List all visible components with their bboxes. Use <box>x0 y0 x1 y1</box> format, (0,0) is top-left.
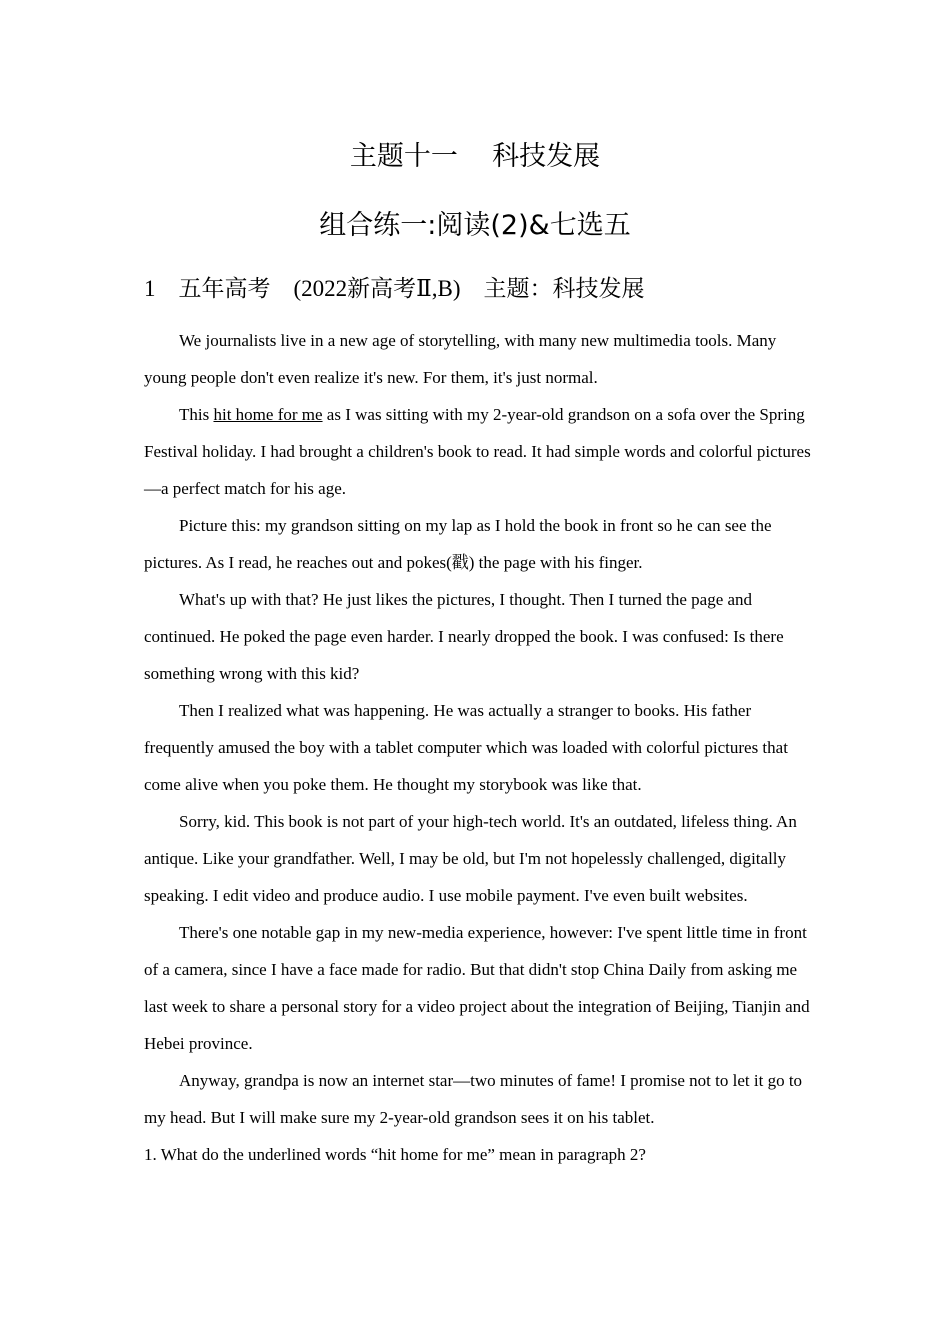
question: 1. What do the underlined words “hit home for me” mean in paragraph 2? <box>144 1145 646 1164</box>
paragraph: Then I realized what was happening. He was actually a stranger to books. His father frequently amused the boy with a tablet computer which was loaded with colorful pictures that come alive when you poke them. He thought my storybook was like that. <box>144 701 788 794</box>
section-label: 五年高考 <box>178 276 271 302</box>
paragraph: What's up with that? He just likes the pictures, I thought. Then I turned the page and continued. He poked the page even harder. I nearly dropped the book. I was confused: Is there something wrong with this kid? <box>144 590 784 683</box>
section-topic: 主题：科技发展 <box>483 276 645 302</box>
page-title: 主题十一 科技发展 <box>349 141 601 172</box>
paragraph: There's one notable gap in my new-media experience, however: I've spent little time in front of a camera, since I have a face made for radio. But that didn't stop China Daily from asking me last week to share a personal story for a video project about the integration of Beijing, Tianjin and Hebei province. <box>144 923 810 1053</box>
section-heading <box>144 270 645 303</box>
passage <box>144 322 812 1173</box>
paragraph: We journalists live in a new age of storytelling, with many new multimedia tools. Many young people don't even realize it's new. For them, it's just normal. <box>144 331 777 387</box>
page-subtitle: 组合练一:阅读(2)&七选五 <box>319 210 631 241</box>
paragraph-text: as I was sitting with my 2-year-old grandson on a sofa over the Spring Festival holiday. I had brought a children's book to read. It had simple words and colorful pictures—a perfect match for his age. <box>144 405 811 498</box>
paragraph: Picture this: my grandson sitting on my lap as I hold the book in front so he can see the pictures. As I read, he reaches out and pokes(戳) the page with his finger. <box>144 516 772 572</box>
paragraph-text: This <box>179 405 214 424</box>
paragraph <box>144 396 812 507</box>
paragraph: Sorry, kid. This book is not part of your high-tech world. It's an outdated, lifeless thing. An antique. Like your grandfather. Well, I may be old, but I'm not hopelessly challenged, digitally speaking. I edit video and produce audio. I use mobile payment. I've even built websites. <box>144 812 797 905</box>
section-source: (2022新高考Ⅱ,B) <box>293 276 461 301</box>
underlined-phrase: hit home for me <box>213 405 323 424</box>
paragraph: Anyway, grandpa is now an internet star—two minutes of fame! I promise not to let it go to my head. But I will make sure my 2-year-old grandson sees it on his tablet. <box>144 1071 803 1127</box>
section-number: 1 <box>144 276 156 301</box>
